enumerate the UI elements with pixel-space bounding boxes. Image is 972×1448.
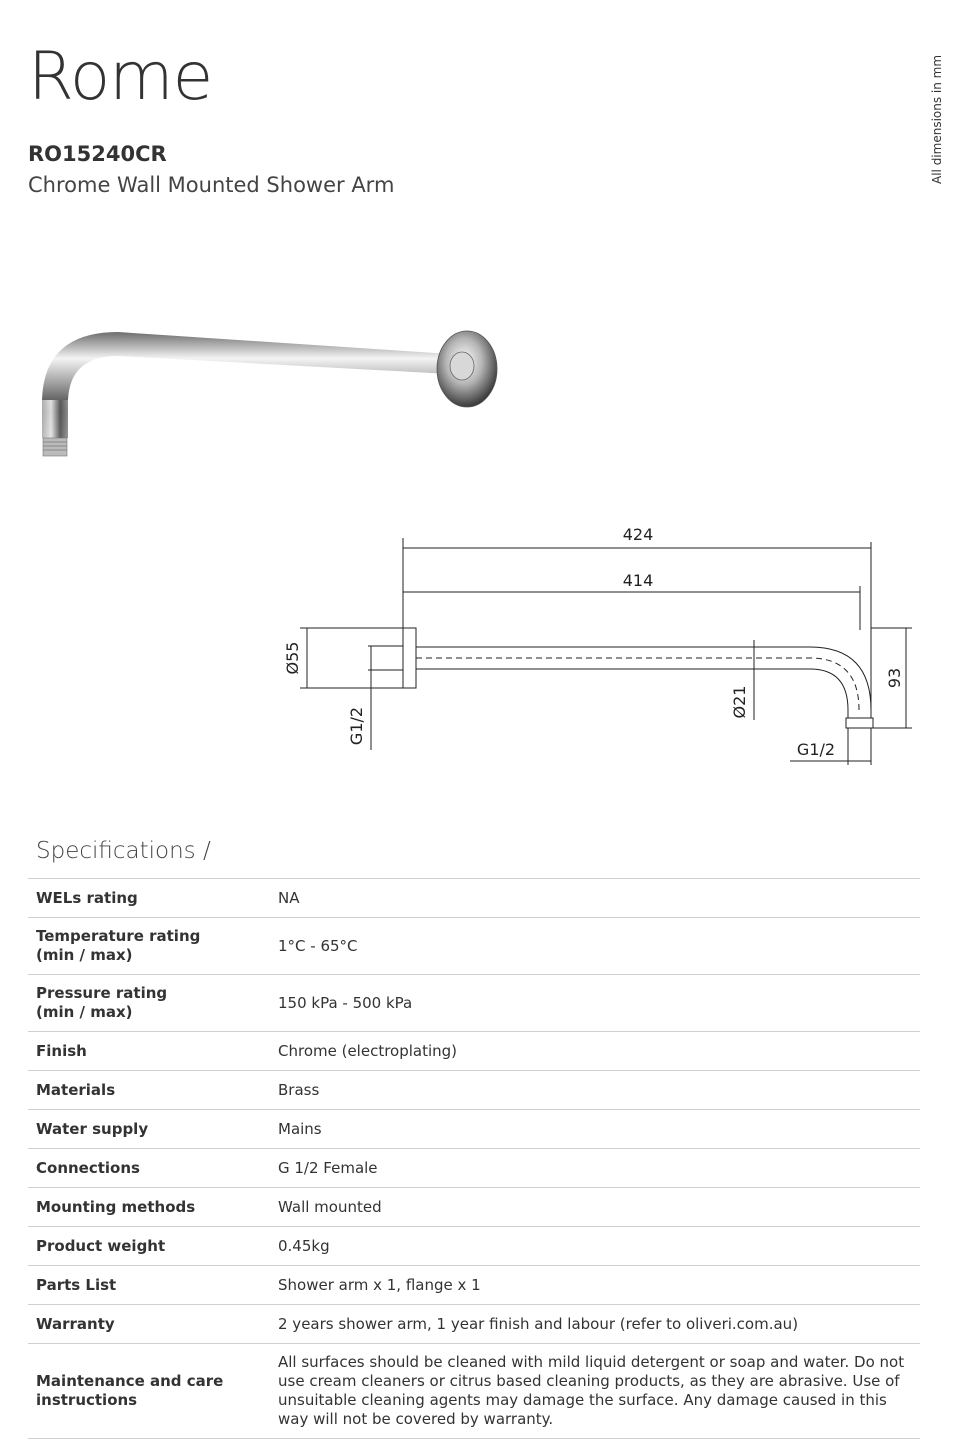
spec-label-pressure: Pressure rating (min / max) bbox=[36, 984, 168, 1021]
dim-pipe-diameter: Ø21 bbox=[730, 685, 749, 719]
product-subtitle: Chrome Wall Mounted Shower Arm bbox=[28, 173, 395, 197]
spec-label-mounting: Mounting methods bbox=[36, 1197, 196, 1216]
spec-value-temperature: 1°C - 65°C bbox=[278, 936, 358, 955]
dimensions-note: All dimensions in mm bbox=[930, 54, 944, 184]
spec-label-parts: Parts List bbox=[36, 1275, 117, 1294]
table-row bbox=[28, 1266, 920, 1305]
dim-flange-diameter: Ø55 bbox=[283, 641, 302, 675]
dim-overall-length: 424 bbox=[622, 525, 654, 544]
dim-outlet-thread: G1/2 bbox=[796, 740, 836, 759]
product-title: Rome bbox=[28, 38, 213, 115]
spec-label-materials: Materials bbox=[36, 1080, 116, 1099]
spec-value-weight: 0.45kg bbox=[278, 1236, 330, 1255]
dim-arm-length: 414 bbox=[622, 571, 654, 590]
table-row bbox=[28, 1032, 920, 1071]
table-row bbox=[28, 1188, 920, 1227]
spec-value-materials: Brass bbox=[278, 1080, 320, 1099]
specifications-heading: Specifications / bbox=[36, 838, 211, 864]
spec-value-water-supply: Mains bbox=[278, 1119, 322, 1138]
table-row bbox=[28, 975, 920, 1032]
product-photo bbox=[30, 320, 510, 470]
spec-value-wels: NA bbox=[278, 888, 300, 907]
table-row bbox=[28, 879, 920, 918]
table-row bbox=[28, 1149, 920, 1188]
spec-value-mounting: Wall mounted bbox=[278, 1197, 382, 1216]
table-row bbox=[28, 1344, 920, 1439]
dimension-drawing bbox=[270, 520, 930, 780]
spec-value-warranty: 2 years shower arm, 1 year finish and labour (refer to oliveri.com.au) bbox=[278, 1314, 799, 1333]
product-code: RO15240CR bbox=[28, 142, 167, 166]
spec-value-parts: Shower arm x 1, flange x 1 bbox=[278, 1275, 481, 1294]
table-row bbox=[28, 1227, 920, 1266]
spec-label-maintenance: Maintenance and care instructions bbox=[36, 1372, 224, 1409]
spec-value-maintenance: All surfaces should be cleaned with mild liquid detergent or soap and water. Do not use cream cleaners or citrus based cleaning products, as they are abrasive. Use of unsuitable cleaning agents may damage the surface. Any damage caused in this way will not be covered by warranty. bbox=[278, 1353, 905, 1428]
spec-value-pressure: 150 kPa - 500 kPa bbox=[278, 993, 413, 1012]
spec-label-connections: Connections bbox=[36, 1158, 140, 1177]
spec-label-warranty: Warranty bbox=[36, 1314, 115, 1333]
spec-label-weight: Product weight bbox=[36, 1236, 166, 1255]
table-row bbox=[28, 918, 920, 975]
spec-label-temperature: Temperature rating (min / max) bbox=[36, 927, 201, 964]
dim-wall-thread: G1/2 bbox=[347, 706, 366, 746]
spec-label-finish: Finish bbox=[36, 1041, 87, 1060]
dim-height: 93 bbox=[885, 667, 904, 689]
spec-label-water-supply: Water supply bbox=[36, 1119, 149, 1138]
spec-label-wels: WELs rating bbox=[36, 888, 138, 907]
table-row bbox=[28, 1071, 920, 1110]
table-row bbox=[28, 1110, 920, 1149]
table-row bbox=[28, 1305, 920, 1344]
spec-value-connections: G 1/2 Female bbox=[278, 1158, 378, 1177]
spec-value-finish: Chrome (electroplating) bbox=[278, 1041, 458, 1060]
specifications-table bbox=[28, 878, 920, 1439]
